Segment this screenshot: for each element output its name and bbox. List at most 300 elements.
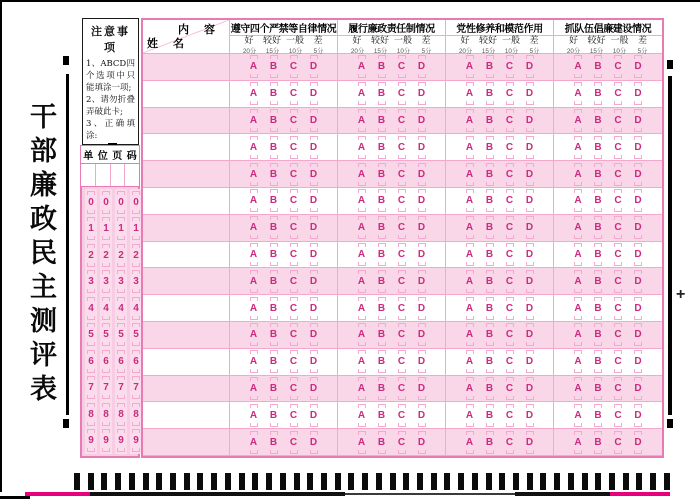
option-bubble-A[interactable]: A — [248, 302, 260, 315]
option-bubble-D[interactable]: D — [524, 114, 536, 127]
digit-bubble-3[interactable]: 3 — [115, 275, 127, 288]
option-bubble-C[interactable]: C — [612, 328, 624, 341]
name-cell-row-12[interactable] — [143, 349, 230, 376]
option-bubble-D[interactable]: D — [632, 302, 644, 315]
option-bubble-D[interactable]: D — [524, 248, 536, 261]
option-bubble-A[interactable]: A — [356, 328, 368, 341]
option-bubble-A[interactable]: A — [464, 436, 476, 449]
option-bubble-C[interactable]: C — [612, 436, 624, 449]
option-bubble-B[interactable]: B — [268, 436, 280, 449]
option-bubble-B[interactable]: B — [592, 355, 604, 368]
option-bubble-D[interactable]: D — [308, 168, 320, 181]
option-bubble-A[interactable]: A — [356, 355, 368, 368]
digit-bubble-9[interactable]: 9 — [130, 434, 142, 447]
option-bubble-D[interactable]: D — [416, 409, 428, 422]
option-bubble-B[interactable]: B — [376, 114, 388, 127]
option-bubble-A[interactable]: A — [572, 302, 584, 315]
option-bubble-C[interactable]: C — [504, 382, 516, 395]
option-bubble-B[interactable]: B — [376, 409, 388, 422]
option-bubble-B[interactable]: B — [268, 355, 280, 368]
digit-bubble-5[interactable]: 5 — [115, 328, 127, 341]
option-bubble-A[interactable]: A — [464, 328, 476, 341]
option-bubble-A[interactable]: A — [248, 409, 260, 422]
option-bubble-C[interactable]: C — [612, 302, 624, 315]
option-bubble-C[interactable]: C — [612, 168, 624, 181]
option-bubble-A[interactable]: A — [356, 168, 368, 181]
option-bubble-B[interactable]: B — [592, 87, 604, 100]
unit-page-write-cell-1[interactable] — [81, 164, 96, 186]
option-bubble-A[interactable]: A — [464, 355, 476, 368]
option-bubble-A[interactable]: A — [572, 355, 584, 368]
option-bubble-D[interactable]: D — [308, 248, 320, 261]
option-bubble-C[interactable]: C — [612, 355, 624, 368]
option-bubble-A[interactable]: A — [248, 168, 260, 181]
option-bubble-B[interactable]: B — [484, 194, 496, 207]
option-bubble-B[interactable]: B — [484, 141, 496, 154]
digit-bubble-3[interactable]: 3 — [85, 275, 97, 288]
option-bubble-B[interactable]: B — [484, 114, 496, 127]
digit-bubble-4[interactable]: 4 — [115, 302, 127, 315]
option-bubble-D[interactable]: D — [416, 141, 428, 154]
option-bubble-D[interactable]: D — [416, 168, 428, 181]
option-bubble-C[interactable]: C — [504, 409, 516, 422]
option-bubble-A[interactable]: A — [356, 302, 368, 315]
option-bubble-A[interactable]: A — [464, 302, 476, 315]
option-bubble-C[interactable]: C — [612, 409, 624, 422]
option-bubble-A[interactable]: A — [248, 275, 260, 288]
option-bubble-B[interactable]: B — [592, 409, 604, 422]
option-bubble-B[interactable]: B — [268, 409, 280, 422]
option-bubble-C[interactable]: C — [396, 194, 408, 207]
name-cell-row-15[interactable] — [143, 429, 230, 456]
option-bubble-C[interactable]: C — [396, 355, 408, 368]
option-bubble-A[interactable]: A — [248, 382, 260, 395]
digit-bubble-9[interactable]: 9 — [115, 434, 127, 447]
option-bubble-C[interactable]: C — [288, 221, 300, 234]
digit-bubble-4[interactable]: 4 — [100, 302, 112, 315]
option-bubble-D[interactable]: D — [416, 436, 428, 449]
digit-bubble-1[interactable]: 1 — [115, 222, 127, 235]
option-bubble-A[interactable]: A — [248, 221, 260, 234]
option-bubble-D[interactable]: D — [308, 409, 320, 422]
option-bubble-C[interactable]: C — [396, 328, 408, 341]
option-bubble-B[interactable]: B — [484, 328, 496, 341]
option-bubble-A[interactable]: A — [356, 141, 368, 154]
option-bubble-C[interactable]: C — [396, 302, 408, 315]
option-bubble-B[interactable]: B — [268, 382, 280, 395]
digit-bubble-4[interactable]: 4 — [130, 302, 142, 315]
option-bubble-A[interactable]: A — [572, 221, 584, 234]
option-bubble-A[interactable]: A — [572, 114, 584, 127]
option-bubble-D[interactable]: D — [308, 141, 320, 154]
option-bubble-B[interactable]: B — [484, 355, 496, 368]
unit-page-write-cell-4[interactable] — [125, 164, 139, 186]
option-bubble-C[interactable]: C — [396, 409, 408, 422]
option-bubble-C[interactable]: C — [504, 248, 516, 261]
option-bubble-A[interactable]: A — [464, 409, 476, 422]
digit-bubble-1[interactable]: 1 — [85, 222, 97, 235]
option-bubble-D[interactable]: D — [524, 168, 536, 181]
option-bubble-D[interactable]: D — [308, 60, 320, 73]
option-bubble-C[interactable]: C — [612, 221, 624, 234]
digit-bubble-2[interactable]: 2 — [100, 249, 112, 262]
option-bubble-B[interactable]: B — [376, 382, 388, 395]
option-bubble-B[interactable]: B — [484, 168, 496, 181]
option-bubble-A[interactable]: A — [356, 114, 368, 127]
option-bubble-D[interactable]: D — [416, 194, 428, 207]
option-bubble-D[interactable]: D — [308, 328, 320, 341]
option-bubble-B[interactable]: B — [268, 302, 280, 315]
option-bubble-B[interactable]: B — [592, 168, 604, 181]
option-bubble-C[interactable]: C — [504, 194, 516, 207]
option-bubble-D[interactable]: D — [416, 355, 428, 368]
option-bubble-C[interactable]: C — [288, 275, 300, 288]
option-bubble-A[interactable]: A — [572, 248, 584, 261]
option-bubble-C[interactable]: C — [612, 194, 624, 207]
option-bubble-D[interactable]: D — [524, 194, 536, 207]
option-bubble-C[interactable]: C — [288, 436, 300, 449]
option-bubble-A[interactable]: A — [356, 436, 368, 449]
option-bubble-C[interactable]: C — [504, 114, 516, 127]
digit-bubble-9[interactable]: 9 — [85, 434, 97, 447]
option-bubble-B[interactable]: B — [484, 221, 496, 234]
option-bubble-B[interactable]: B — [376, 60, 388, 73]
option-bubble-C[interactable]: C — [504, 221, 516, 234]
option-bubble-C[interactable]: C — [288, 87, 300, 100]
option-bubble-B[interactable]: B — [484, 382, 496, 395]
option-bubble-C[interactable]: C — [504, 60, 516, 73]
name-cell-row-2[interactable] — [143, 81, 230, 108]
digit-bubble-5[interactable]: 5 — [100, 328, 112, 341]
option-bubble-B[interactable]: B — [484, 409, 496, 422]
option-bubble-C[interactable]: C — [612, 141, 624, 154]
option-bubble-B[interactable]: B — [268, 275, 280, 288]
option-bubble-B[interactable]: B — [484, 60, 496, 73]
option-bubble-A[interactable]: A — [356, 248, 368, 261]
option-bubble-A[interactable]: A — [572, 409, 584, 422]
option-bubble-C[interactable]: C — [612, 114, 624, 127]
option-bubble-D[interactable]: D — [308, 436, 320, 449]
option-bubble-D[interactable]: D — [416, 275, 428, 288]
option-bubble-A[interactable]: A — [572, 194, 584, 207]
option-bubble-C[interactable]: C — [396, 114, 408, 127]
option-bubble-B[interactable]: B — [376, 168, 388, 181]
digit-bubble-8[interactable]: 8 — [85, 408, 97, 421]
option-bubble-C[interactable]: C — [504, 355, 516, 368]
option-bubble-C[interactable]: C — [396, 436, 408, 449]
name-cell-row-5[interactable] — [143, 161, 230, 188]
option-bubble-D[interactable]: D — [524, 60, 536, 73]
option-bubble-B[interactable]: B — [268, 141, 280, 154]
option-bubble-A[interactable]: A — [572, 328, 584, 341]
option-bubble-B[interactable]: B — [268, 221, 280, 234]
option-bubble-B[interactable]: B — [268, 328, 280, 341]
option-bubble-B[interactable]: B — [376, 275, 388, 288]
option-bubble-A[interactable]: A — [248, 355, 260, 368]
option-bubble-D[interactable]: D — [416, 248, 428, 261]
option-bubble-B[interactable]: B — [592, 275, 604, 288]
option-bubble-B[interactable]: B — [592, 302, 604, 315]
option-bubble-C[interactable]: C — [612, 248, 624, 261]
option-bubble-B[interactable]: B — [592, 114, 604, 127]
option-bubble-C[interactable]: C — [612, 87, 624, 100]
option-bubble-A[interactable]: A — [464, 382, 476, 395]
name-cell-row-6[interactable] — [143, 188, 230, 215]
option-bubble-A[interactable]: A — [356, 60, 368, 73]
digit-bubble-8[interactable]: 8 — [115, 408, 127, 421]
option-bubble-B[interactable]: B — [376, 141, 388, 154]
option-bubble-D[interactable]: D — [524, 275, 536, 288]
digit-bubble-2[interactable]: 2 — [115, 249, 127, 262]
option-bubble-C[interactable]: C — [396, 87, 408, 100]
option-bubble-D[interactable]: D — [416, 60, 428, 73]
option-bubble-A[interactable]: A — [572, 382, 584, 395]
option-bubble-B[interactable]: B — [268, 60, 280, 73]
option-bubble-C[interactable]: C — [288, 194, 300, 207]
option-bubble-A[interactable]: A — [356, 409, 368, 422]
option-bubble-B[interactable]: B — [484, 87, 496, 100]
option-bubble-D[interactable]: D — [308, 302, 320, 315]
option-bubble-C[interactable]: C — [504, 275, 516, 288]
option-bubble-B[interactable]: B — [484, 436, 496, 449]
option-bubble-A[interactable]: A — [464, 168, 476, 181]
option-bubble-D[interactable]: D — [632, 114, 644, 127]
option-bubble-A[interactable]: A — [356, 221, 368, 234]
option-bubble-B[interactable]: B — [592, 194, 604, 207]
option-bubble-D[interactable]: D — [308, 221, 320, 234]
option-bubble-A[interactable]: A — [248, 248, 260, 261]
name-cell-row-7[interactable] — [143, 215, 230, 242]
option-bubble-C[interactable]: C — [288, 409, 300, 422]
digit-bubble-8[interactable]: 8 — [100, 408, 112, 421]
option-bubble-D[interactable]: D — [416, 302, 428, 315]
option-bubble-A[interactable]: A — [464, 194, 476, 207]
option-bubble-D[interactable]: D — [632, 436, 644, 449]
option-bubble-B[interactable]: B — [268, 87, 280, 100]
option-bubble-B[interactable]: B — [376, 221, 388, 234]
digit-bubble-7[interactable]: 7 — [85, 381, 97, 394]
option-bubble-D[interactable]: D — [524, 141, 536, 154]
option-bubble-B[interactable]: B — [592, 141, 604, 154]
option-bubble-C[interactable]: C — [396, 221, 408, 234]
option-bubble-C[interactable]: C — [288, 328, 300, 341]
unit-page-write-cell-2[interactable] — [96, 164, 111, 186]
name-cell-row-10[interactable] — [143, 295, 230, 322]
option-bubble-B[interactable]: B — [376, 248, 388, 261]
option-bubble-C[interactable]: C — [396, 141, 408, 154]
option-bubble-D[interactable]: D — [524, 409, 536, 422]
digit-bubble-0[interactable]: 0 — [115, 196, 127, 209]
digit-bubble-1[interactable]: 1 — [130, 222, 142, 235]
option-bubble-D[interactable]: D — [416, 114, 428, 127]
option-bubble-B[interactable]: B — [484, 275, 496, 288]
option-bubble-B[interactable]: B — [376, 87, 388, 100]
option-bubble-B[interactable]: B — [376, 328, 388, 341]
option-bubble-B[interactable]: B — [484, 302, 496, 315]
option-bubble-D[interactable]: D — [524, 382, 536, 395]
option-bubble-A[interactable]: A — [248, 328, 260, 341]
option-bubble-A[interactable]: A — [356, 275, 368, 288]
unit-page-write-row[interactable] — [80, 163, 140, 187]
option-bubble-A[interactable]: A — [572, 87, 584, 100]
option-bubble-A[interactable]: A — [464, 248, 476, 261]
option-bubble-C[interactable]: C — [396, 248, 408, 261]
digit-bubble-8[interactable]: 8 — [130, 408, 142, 421]
option-bubble-D[interactable]: D — [308, 114, 320, 127]
option-bubble-A[interactable]: A — [248, 87, 260, 100]
option-bubble-A[interactable]: A — [248, 114, 260, 127]
option-bubble-B[interactable]: B — [376, 302, 388, 315]
option-bubble-B[interactable]: B — [484, 248, 496, 261]
digit-bubble-6[interactable]: 6 — [115, 355, 127, 368]
name-cell-row-14[interactable] — [143, 402, 230, 429]
option-bubble-A[interactable]: A — [464, 275, 476, 288]
option-bubble-A[interactable]: A — [572, 60, 584, 73]
option-bubble-C[interactable]: C — [504, 141, 516, 154]
digit-bubble-3[interactable]: 3 — [100, 275, 112, 288]
unit-page-write-cell-3[interactable] — [111, 164, 126, 186]
option-bubble-A[interactable]: A — [248, 194, 260, 207]
digit-bubble-3[interactable]: 3 — [130, 275, 142, 288]
option-bubble-C[interactable]: C — [504, 87, 516, 100]
option-bubble-A[interactable]: A — [356, 194, 368, 207]
digit-bubble-5[interactable]: 5 — [130, 328, 142, 341]
option-bubble-D[interactable]: D — [524, 436, 536, 449]
option-bubble-B[interactable]: B — [592, 328, 604, 341]
option-bubble-A[interactable]: A — [464, 141, 476, 154]
name-cell-row-1[interactable] — [143, 54, 230, 81]
option-bubble-D[interactable]: D — [632, 328, 644, 341]
option-bubble-D[interactable]: D — [632, 248, 644, 261]
digit-bubble-2[interactable]: 2 — [130, 249, 142, 262]
option-bubble-B[interactable]: B — [376, 436, 388, 449]
option-bubble-D[interactable]: D — [416, 221, 428, 234]
option-bubble-D[interactable]: D — [308, 194, 320, 207]
option-bubble-A[interactable]: A — [248, 60, 260, 73]
digit-bubble-6[interactable]: 6 — [100, 355, 112, 368]
option-bubble-D[interactable]: D — [524, 302, 536, 315]
option-bubble-C[interactable]: C — [288, 60, 300, 73]
option-bubble-A[interactable]: A — [464, 87, 476, 100]
option-bubble-A[interactable]: A — [356, 382, 368, 395]
digit-bubble-4[interactable]: 4 — [85, 302, 97, 315]
option-bubble-D[interactable]: D — [308, 87, 320, 100]
digit-bubble-2[interactable]: 2 — [85, 249, 97, 262]
option-bubble-B[interactable]: B — [268, 114, 280, 127]
digit-bubble-0[interactable]: 0 — [85, 196, 97, 209]
option-bubble-C[interactable]: C — [396, 382, 408, 395]
name-cell-row-9[interactable] — [143, 268, 230, 295]
option-bubble-D[interactable]: D — [632, 60, 644, 73]
option-bubble-B[interactable]: B — [592, 221, 604, 234]
option-bubble-C[interactable]: C — [504, 168, 516, 181]
digit-bubble-0[interactable]: 0 — [100, 196, 112, 209]
option-bubble-D[interactable]: D — [632, 382, 644, 395]
option-bubble-C[interactable]: C — [396, 168, 408, 181]
option-bubble-C[interactable]: C — [288, 248, 300, 261]
option-bubble-D[interactable]: D — [632, 141, 644, 154]
option-bubble-A[interactable]: A — [464, 114, 476, 127]
option-bubble-B[interactable]: B — [376, 355, 388, 368]
option-bubble-B[interactable]: B — [592, 60, 604, 73]
digit-bubble-1[interactable]: 1 — [100, 222, 112, 235]
option-bubble-C[interactable]: C — [612, 382, 624, 395]
name-cell-row-11[interactable] — [143, 322, 230, 349]
option-bubble-A[interactable]: A — [572, 436, 584, 449]
option-bubble-C[interactable]: C — [288, 141, 300, 154]
option-bubble-C[interactable]: C — [288, 355, 300, 368]
option-bubble-D[interactable]: D — [632, 409, 644, 422]
option-bubble-D[interactable]: D — [632, 221, 644, 234]
name-cell-row-13[interactable] — [143, 376, 230, 403]
digit-bubble-0[interactable]: 0 — [130, 196, 142, 209]
option-bubble-B[interactable]: B — [592, 436, 604, 449]
option-bubble-D[interactable]: D — [632, 87, 644, 100]
option-bubble-D[interactable]: D — [308, 382, 320, 395]
option-bubble-A[interactable]: A — [572, 275, 584, 288]
digit-bubble-7[interactable]: 7 — [130, 381, 142, 394]
option-bubble-C[interactable]: C — [396, 275, 408, 288]
option-bubble-A[interactable]: A — [464, 221, 476, 234]
option-bubble-A[interactable]: A — [248, 141, 260, 154]
option-bubble-C[interactable]: C — [288, 114, 300, 127]
option-bubble-A[interactable]: A — [464, 60, 476, 73]
option-bubble-C[interactable]: C — [504, 302, 516, 315]
option-bubble-B[interactable]: B — [592, 382, 604, 395]
option-bubble-B[interactable]: B — [376, 194, 388, 207]
digit-bubble-6[interactable]: 6 — [85, 355, 97, 368]
option-bubble-A[interactable]: A — [248, 436, 260, 449]
digit-bubble-6[interactable]: 6 — [130, 355, 142, 368]
option-bubble-D[interactable]: D — [632, 194, 644, 207]
option-bubble-C[interactable]: C — [288, 382, 300, 395]
option-bubble-D[interactable]: D — [632, 168, 644, 181]
option-bubble-C[interactable]: C — [288, 168, 300, 181]
option-bubble-A[interactable]: A — [356, 87, 368, 100]
option-bubble-C[interactable]: C — [612, 275, 624, 288]
option-bubble-D[interactable]: D — [308, 275, 320, 288]
digit-bubble-7[interactable]: 7 — [115, 381, 127, 394]
option-bubble-C[interactable]: C — [612, 60, 624, 73]
option-bubble-C[interactable]: C — [396, 60, 408, 73]
option-bubble-D[interactable]: D — [632, 355, 644, 368]
name-cell-row-8[interactable] — [143, 242, 230, 269]
option-bubble-D[interactable]: D — [524, 328, 536, 341]
option-bubble-D[interactable]: D — [524, 355, 536, 368]
option-bubble-C[interactable]: C — [288, 302, 300, 315]
name-cell-row-4[interactable] — [143, 134, 230, 161]
option-bubble-D[interactable]: D — [416, 87, 428, 100]
digit-bubble-5[interactable]: 5 — [85, 328, 97, 341]
option-bubble-D[interactable]: D — [524, 221, 536, 234]
option-bubble-B[interactable]: B — [268, 248, 280, 261]
option-bubble-B[interactable]: B — [268, 194, 280, 207]
option-bubble-D[interactable]: D — [632, 275, 644, 288]
digit-bubble-7[interactable]: 7 — [100, 381, 112, 394]
option-bubble-A[interactable]: A — [572, 168, 584, 181]
digit-bubble-9[interactable]: 9 — [100, 434, 112, 447]
option-bubble-B[interactable]: B — [268, 168, 280, 181]
option-bubble-D[interactable]: D — [308, 355, 320, 368]
name-cell-row-3[interactable] — [143, 108, 230, 135]
option-bubble-D[interactable]: D — [524, 87, 536, 100]
option-bubble-D[interactable]: D — [416, 328, 428, 341]
option-bubble-C[interactable]: C — [504, 328, 516, 341]
option-bubble-C[interactable]: C — [504, 436, 516, 449]
option-bubble-D[interactable]: D — [416, 382, 428, 395]
option-bubble-A[interactable]: A — [572, 141, 584, 154]
option-bubble-B[interactable]: B — [592, 248, 604, 261]
